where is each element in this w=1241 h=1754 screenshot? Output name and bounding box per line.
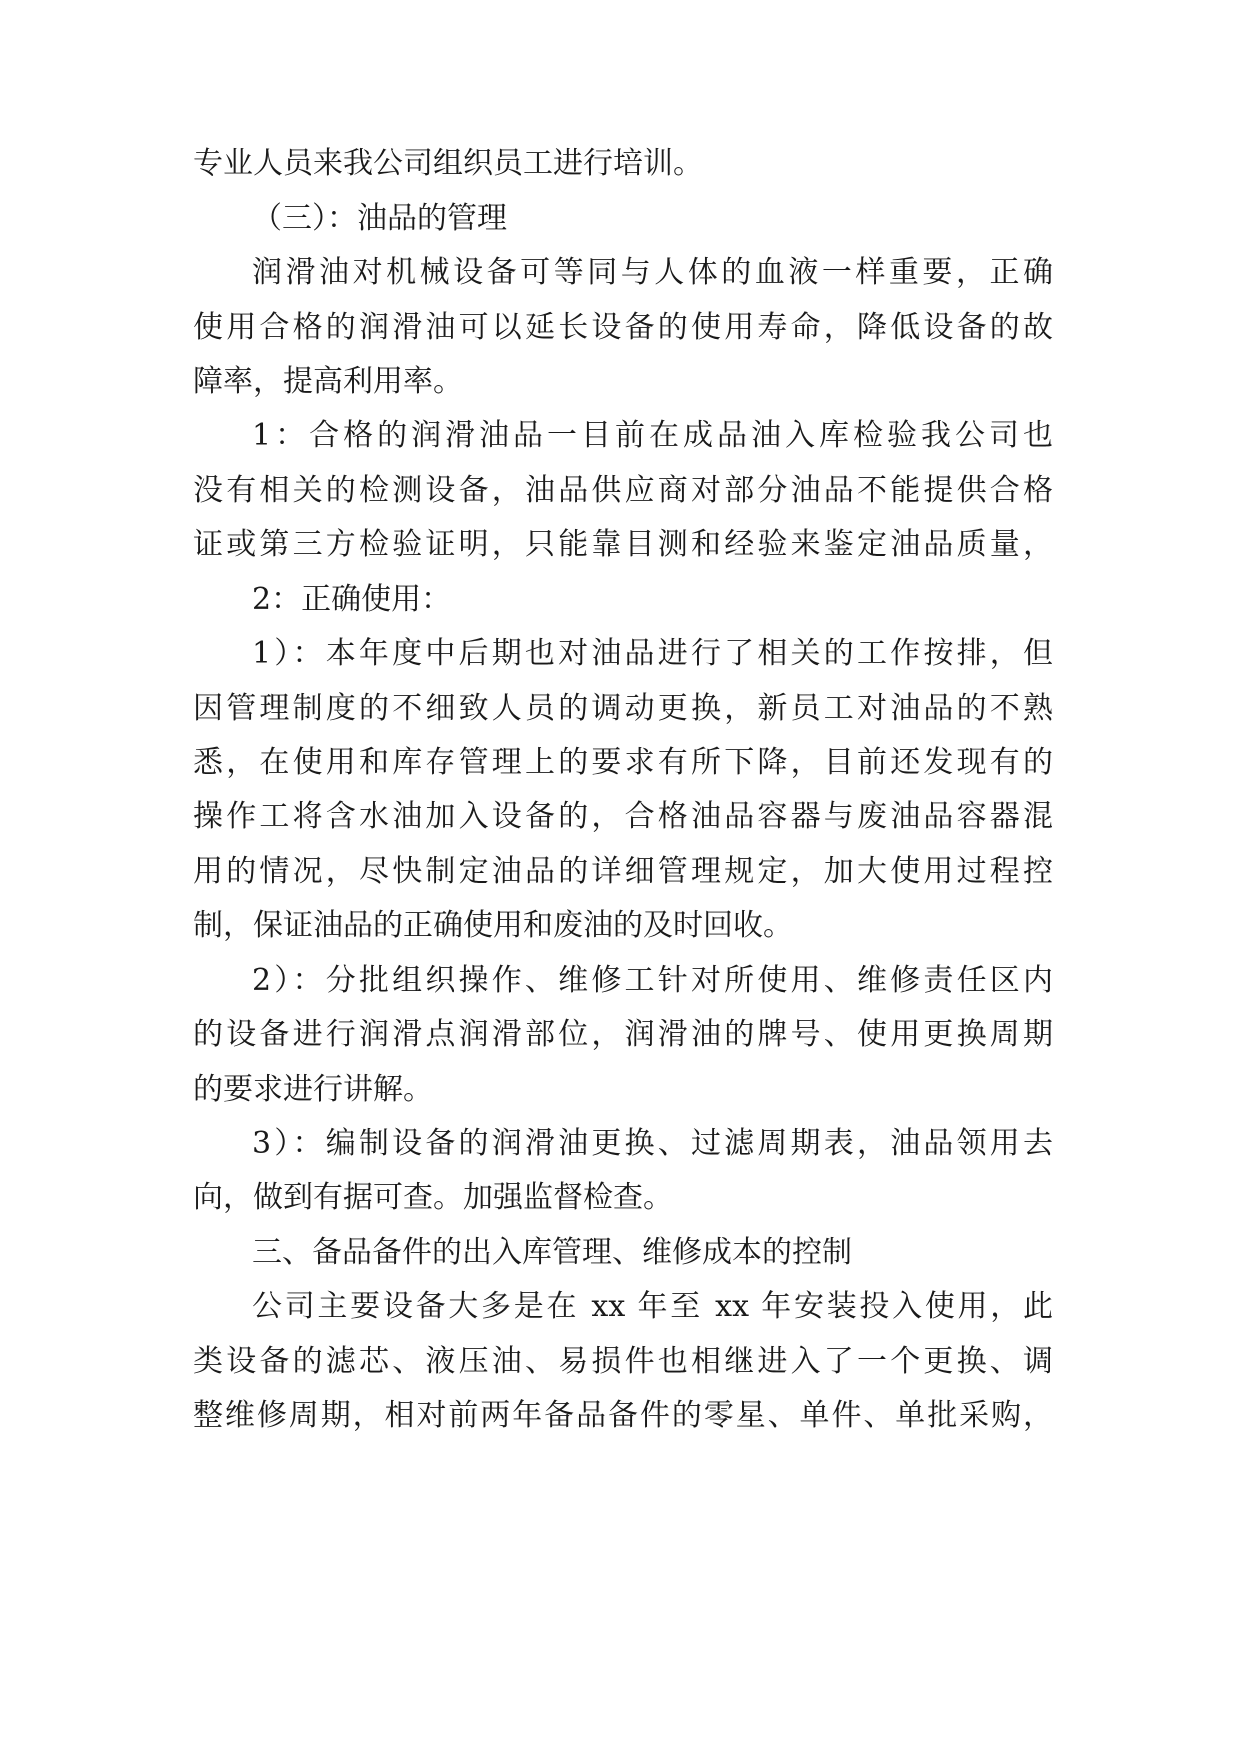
- text-line: 润滑油对机械设备可等同与人体的血液一样重要，正确: [252, 255, 1053, 290]
- text-line: 3）：编制设备的润滑油更换、过滤周期表，油品领用去: [252, 1126, 1053, 1161]
- text-line: 公司主要设备大多是在 xx 年至 xx 年安装投入使用，此: [252, 1289, 1053, 1324]
- text-line: 操作工将含水油加入设备的，合格油品容器与废油品容器混: [193, 799, 1053, 834]
- text-line: 使用合格的润滑油可以延长设备的使用寿命，降低设备的故: [193, 310, 1053, 345]
- text-line: 制，保证油品的正确使用和废油的及时回收。: [193, 908, 793, 943]
- text-line: 专业人员来我公司组织员工进行培训。: [193, 146, 703, 181]
- section-heading: （三）：油品的管理: [252, 201, 507, 236]
- text-line: 因管理制度的不细致人员的调动更换，新员工对油品的不熟: [193, 691, 1053, 726]
- text-line: 悉，在使用和库存管理上的要求有所下降，目前还发现有的: [193, 745, 1053, 780]
- text-line: 的要求进行讲解。: [193, 1072, 433, 1107]
- text-line: 证或第三方检验证明，只能靠目测和经验来鉴定油品质量，: [193, 527, 1053, 562]
- text-line: 用的情况，尽快制定油品的详细管理规定，加大使用过程控: [193, 854, 1053, 889]
- text-line: 1：合格的润滑油品一目前在成品油入库检验我公司也: [252, 418, 1053, 453]
- text-line: 障率，提高利用率。: [193, 364, 463, 399]
- text-line: 整维修周期，相对前两年备品备件的零星、单件、单批采购，: [193, 1398, 1053, 1433]
- text-line: 向，做到有据可查。加强监督检查。: [193, 1180, 673, 1215]
- section-heading: 三、备品备件的出入库管理、维修成本的控制: [252, 1235, 852, 1270]
- text-line: 没有相关的检测设备，油品供应商对部分油品不能提供合格: [193, 473, 1053, 508]
- text-line: 2：正确使用：: [252, 582, 452, 617]
- text-line: 2）：分批组织操作、维修工针对所使用、维修责任区内: [252, 963, 1053, 998]
- text-line: 1）：本年度中后期也对油品进行了相关的工作按排，但: [252, 636, 1053, 671]
- text-line: 类设备的滤芯、液压油、易损件也相继进入了一个更换、调: [193, 1344, 1053, 1379]
- text-line: 的设备进行润滑点润滑部位，润滑油的牌号、使用更换周期: [193, 1017, 1053, 1052]
